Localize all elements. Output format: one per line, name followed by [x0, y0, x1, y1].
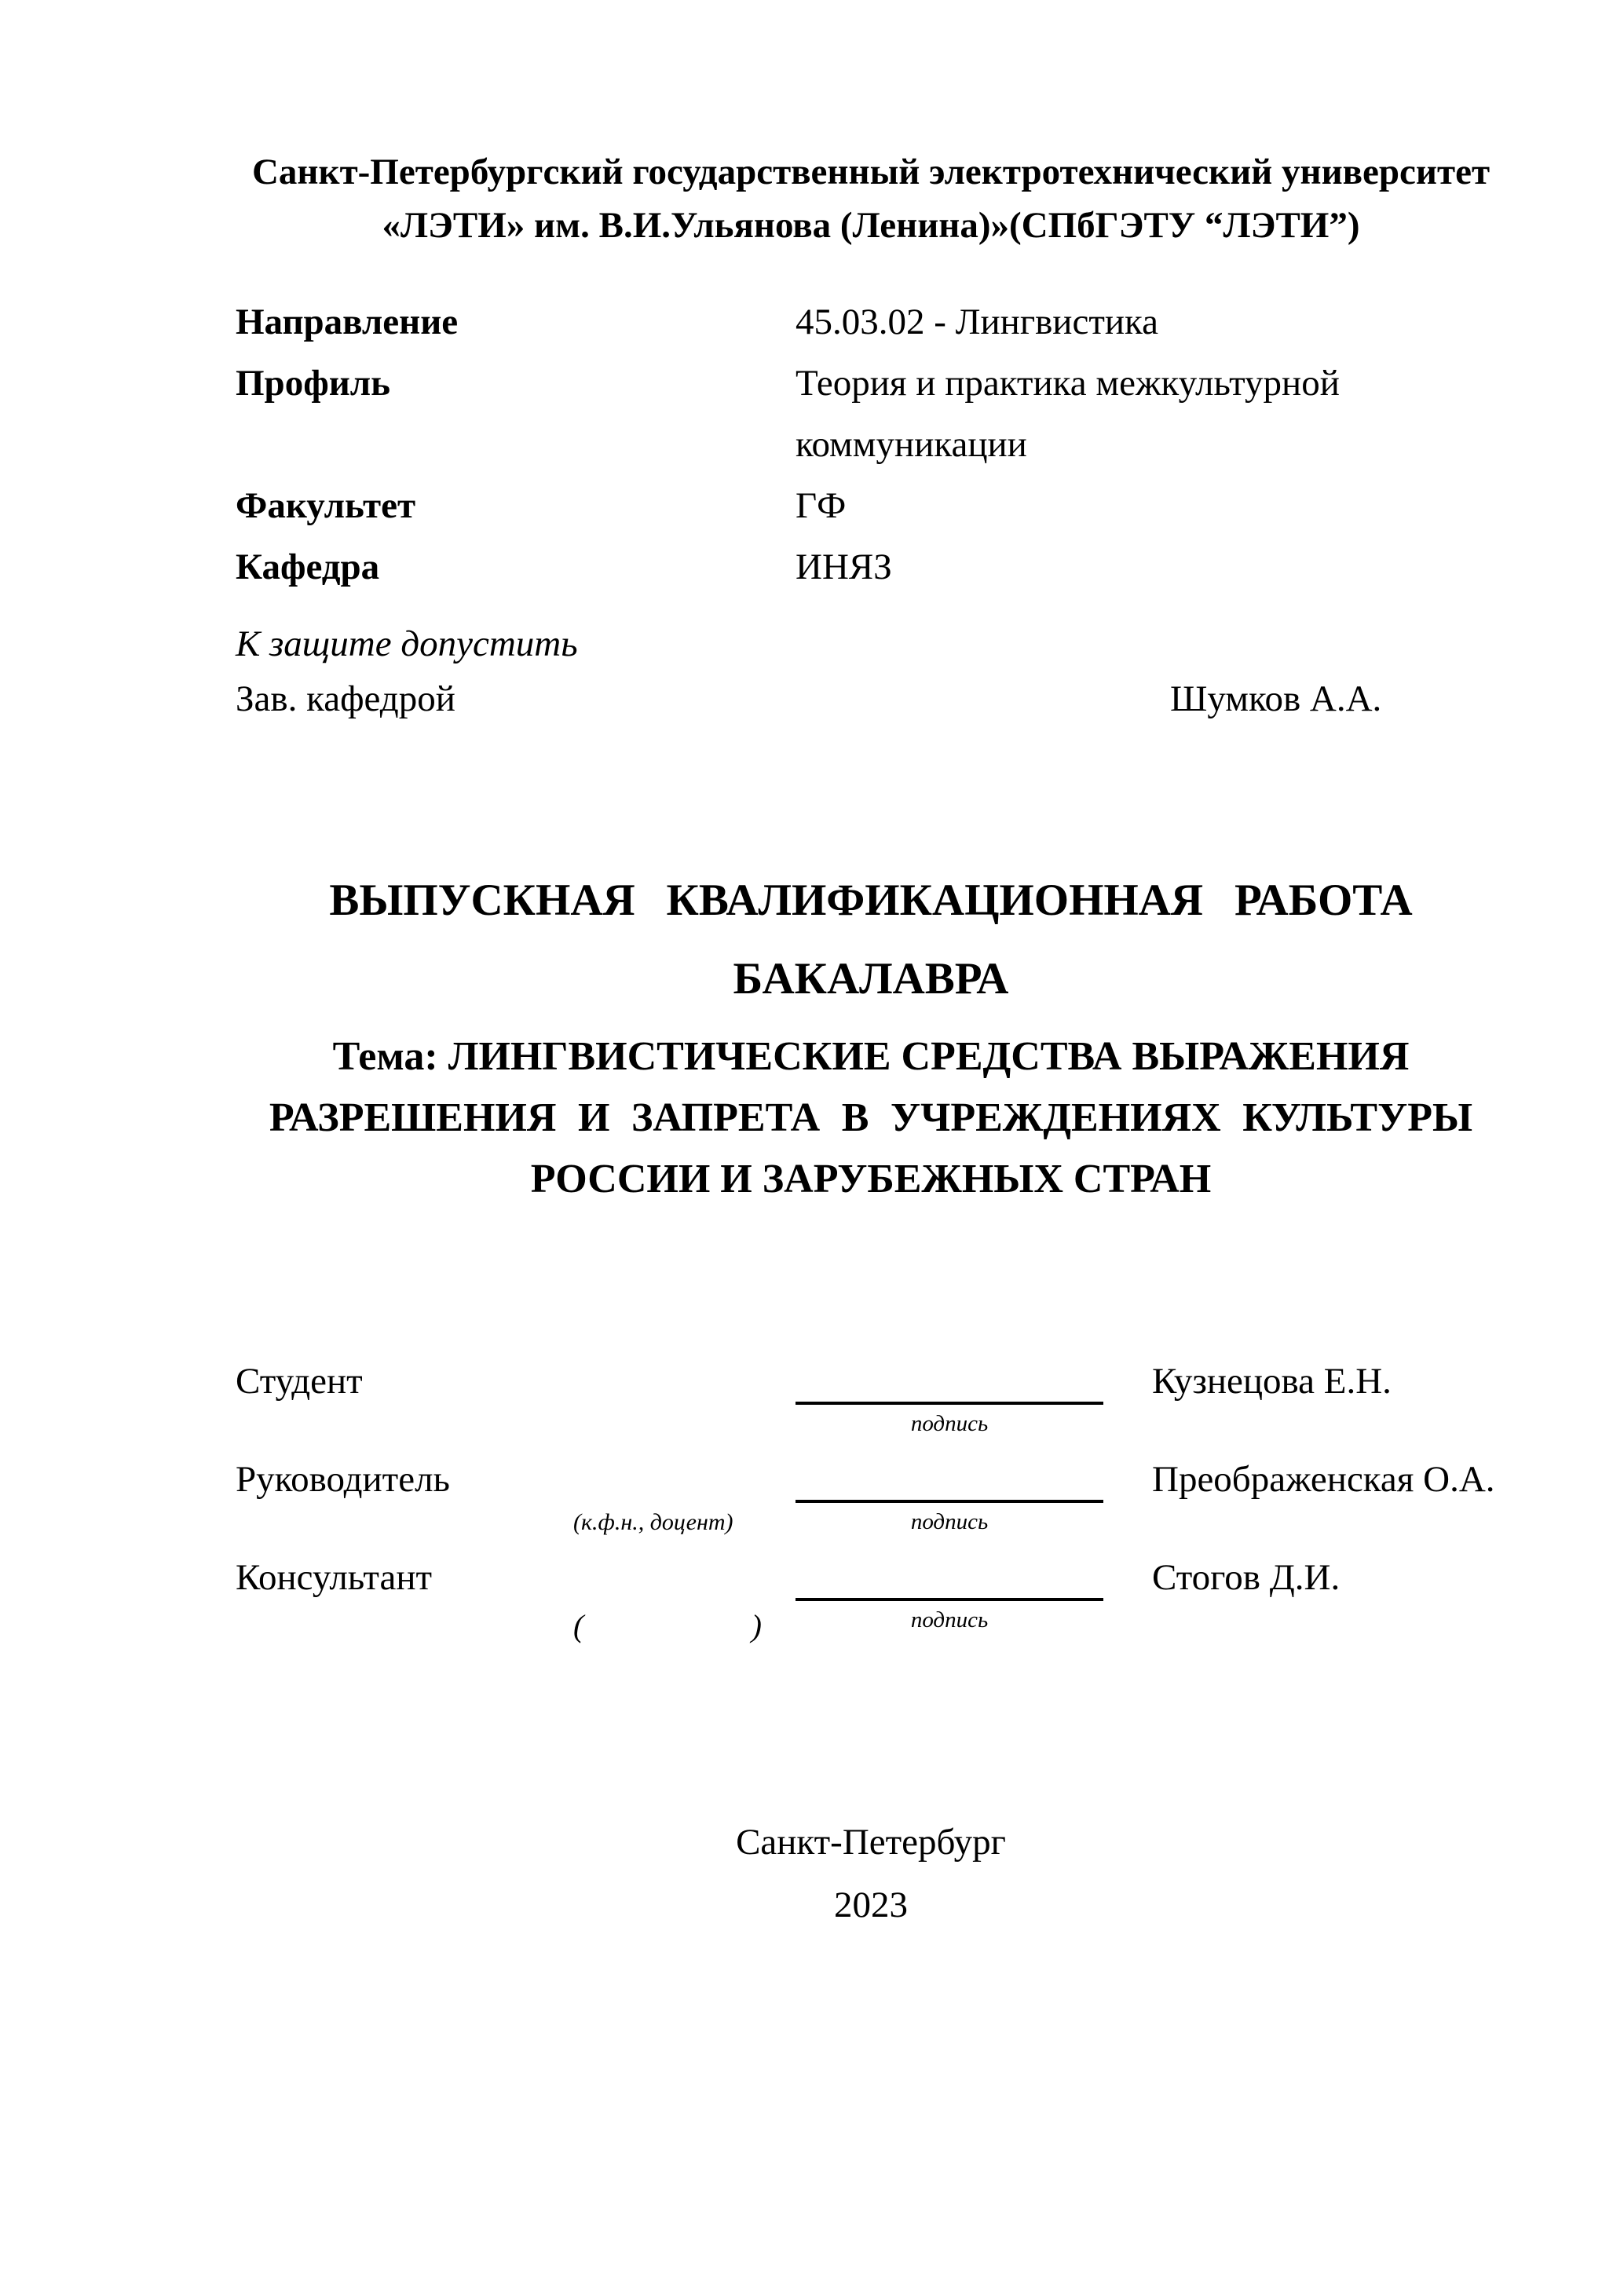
signature-line-student [796, 1347, 1103, 1405]
footer-block [236, 1811, 1506, 1936]
paren-open: ( [573, 1608, 584, 1643]
field-profile-label: Профиль [236, 363, 391, 404]
signature-caption-consultant: подпись [910, 1607, 989, 1632]
signature-line-consultant [796, 1544, 1103, 1601]
theme-block [236, 1026, 1506, 1210]
signature-row-student [236, 1347, 1506, 1446]
signature-caption-student: подпись [910, 1411, 989, 1436]
approval-name: Шумков А.А. [1170, 678, 1382, 719]
signature-name-supervisor: Преображенская О.А. [1152, 1459, 1495, 1500]
approval-permit-line: К защите допустить [236, 623, 578, 664]
footer-city: Санкт-Петербург [736, 1822, 1006, 1863]
work-title [236, 861, 1506, 1018]
signature-name-consultant: Стогов Д.И. [1152, 1557, 1341, 1598]
field-department-label: Кафедра [236, 547, 380, 587]
field-department [236, 536, 1506, 598]
field-direction-value: 45.03.02 - Лингвистика [796, 302, 1158, 342]
theme-line2: РАЗРЕШЕНИЯ И ЗАПРЕТА В УЧРЕЖДЕНИЯХ КУЛЬТУРЫ [269, 1095, 1473, 1140]
university-name-line2: «ЛЭТИ» им. В.И.Ульянова (Ленина)»(СПбГЭТУ “ЛЭТИ”) [382, 205, 1360, 246]
approval-role: Зав. кафедрой [236, 678, 455, 719]
signature-row-supervisor [236, 1446, 1506, 1544]
field-profile [236, 353, 1506, 475]
signature-caption-supervisor: подпись [910, 1509, 989, 1534]
field-direction [236, 291, 1506, 353]
signature-section [236, 1347, 1506, 1642]
program-fields [236, 291, 1506, 598]
field-direction-label: Направление [236, 302, 459, 342]
empty-parentheses [573, 1607, 762, 1644]
theme-label: Тема: [332, 1034, 438, 1079]
approval-block [236, 616, 1506, 726]
university-header [236, 145, 1506, 252]
signature-row-consultant [236, 1544, 1506, 1642]
work-title-line2: БАКАЛАВРА [733, 954, 1009, 1004]
signature-consultant-parens [573, 1601, 796, 1642]
signature-name-student: Кузнецова Е.Н. [1152, 1361, 1392, 1402]
field-faculty-value: ГФ [796, 485, 847, 526]
signature-role-consultant: Консультант [236, 1557, 433, 1598]
signature-role-supervisor: Руководитель [236, 1459, 450, 1500]
paren-close: ) [751, 1608, 762, 1643]
theme-line1-text: ЛИНГВИСТИЧЕСКИЕ СРЕДСТВА ВЫРАЖЕНИЯ [448, 1034, 1410, 1079]
theme-line1 [236, 1026, 1506, 1088]
field-department-value: ИНЯЗ [796, 547, 892, 587]
footer-year: 2023 [834, 1885, 908, 1925]
field-faculty-label: Факультет [236, 485, 416, 526]
signature-role-student: Студент [236, 1361, 363, 1402]
signature-degree-note: (к.ф.н., доцент) [573, 1509, 733, 1535]
theme-line3: РОССИИ И ЗАРУБЕЖНЫХ СТРАН [530, 1157, 1212, 1201]
university-name-line1: Санкт-Петербургский государственный электротехнический университет [251, 152, 1490, 192]
signature-line-supervisor [796, 1446, 1103, 1503]
field-profile-value: Теория и практика межкультурной коммуникации [796, 363, 1340, 465]
field-faculty [236, 475, 1506, 536]
work-title-line1: ВЫПУСКНАЯ КВАЛИФИКАЦИОННАЯ РАБОТА [329, 876, 1413, 925]
approval-row [236, 671, 1506, 726]
